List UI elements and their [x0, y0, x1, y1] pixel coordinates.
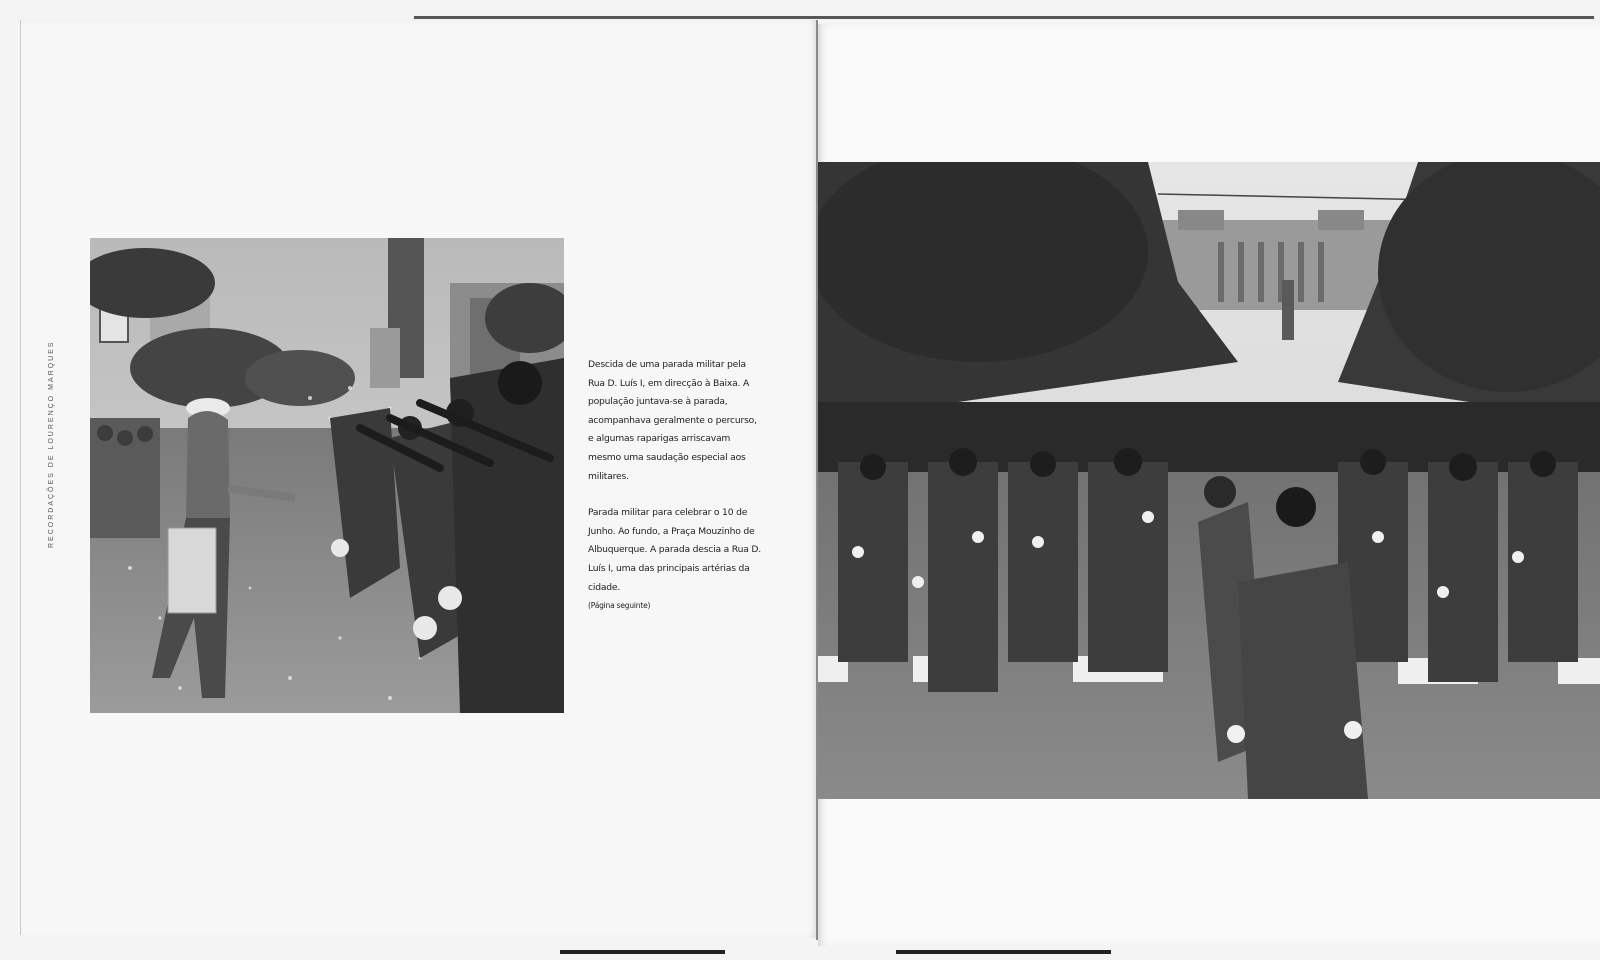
- page-top-edge: [414, 16, 1594, 19]
- left-page-edge: [20, 20, 21, 935]
- caption-note: (Página seguinte): [588, 601, 651, 611]
- bottom-edge-mark: [560, 950, 725, 954]
- marching-soldiers-photo: [818, 162, 1600, 799]
- caption-first: Descida de uma parada militar pela Rua D. Luís I, em direcção à Baixa. A população juntava-se à parada, acompanhava geralmente o percurso, e algumas raparigas arriscavam mesmo uma saudação especial aos militares.: [588, 359, 757, 482]
- caption-second: Parada militar para celebrar o 10 de Junho. Ao fundo, a Praça Mouzinho de Albuquerque. A parada descia a Rua D. Luís I, uma das principais artérias da cidade.: [588, 507, 761, 593]
- photo-caption: [588, 356, 763, 631]
- running-head: RECORDAÇÕES DE LOURENÇO MARQUES: [48, 340, 55, 548]
- bottom-edge-mark: [896, 950, 1111, 954]
- parade-crowd-photo: [90, 238, 564, 713]
